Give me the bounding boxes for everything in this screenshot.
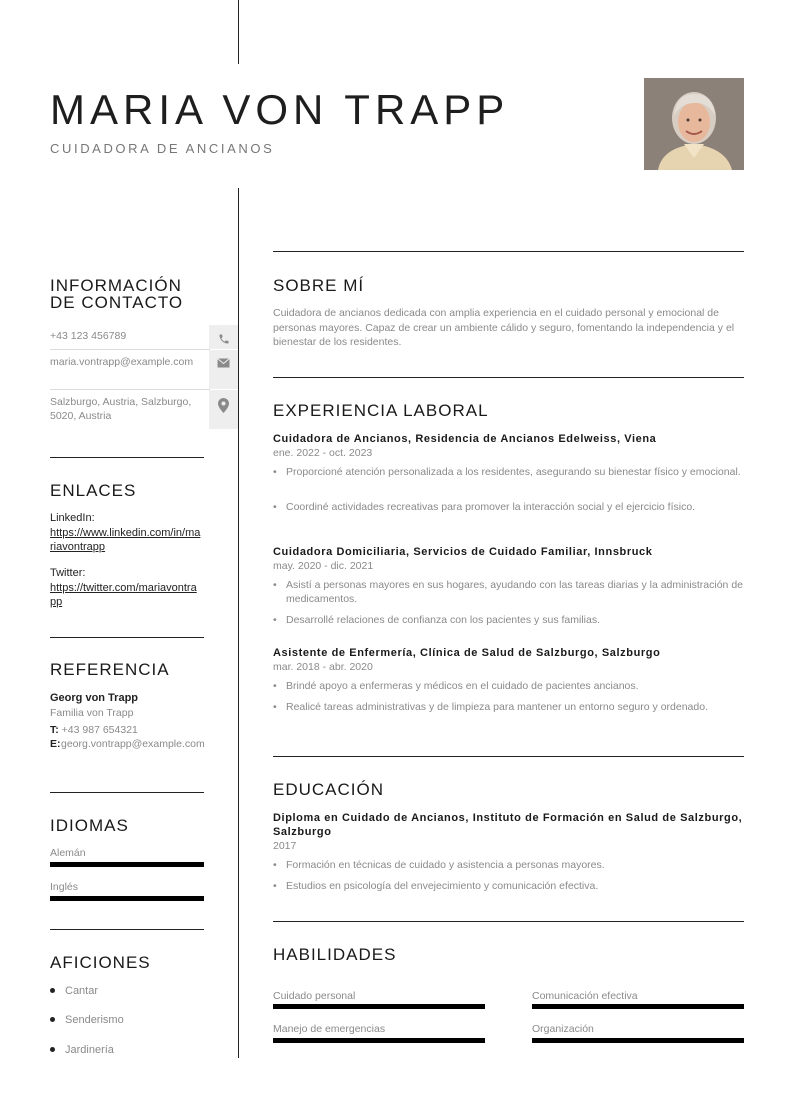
email-text: maria.vontrapp@example.com <box>50 356 194 368</box>
reference-heading: REFERENCIA <box>50 660 170 679</box>
section-rule <box>273 251 744 252</box>
about-heading: SOBRE MÍ <box>273 276 365 295</box>
language-level-bar <box>50 896 204 901</box>
language-name: Alemán <box>50 847 86 859</box>
reference-email-label: E: <box>50 738 61 750</box>
job-bullet: • Asistí a personas mayores en sus hogares, ayudando con las tareas diarias y la administración de medicamentos. <box>273 579 743 605</box>
job-bullet: • Proporcioné atención personalizada a los residentes, asegurando su bienestar físico y emocional. <box>273 466 741 478</box>
section-rule <box>273 756 744 757</box>
hobby-item: Cantar <box>50 985 98 997</box>
job-title: Cuidadora Domiciliaria, Servicios de Cuidado Familiar, Innsbruck <box>273 546 653 558</box>
skill-level-bar <box>532 1038 744 1043</box>
candidate-title: CUIDADORA DE ANCIANOS <box>50 141 275 156</box>
contact-heading: INFORMACIÓN DE CONTACTO <box>50 276 184 312</box>
education-year: 2017 <box>273 840 297 852</box>
twitter-label: Twitter: <box>50 567 86 579</box>
job-title: Cuidadora de Ancianos, Residencia de Ancianos Edelweiss, Viena <box>273 433 657 445</box>
contact-phone <box>50 325 238 349</box>
linkedin-link[interactable]: https://www.linkedin.com/in/mariavontrapp <box>50 527 201 553</box>
language-name: Inglés <box>50 881 79 893</box>
reference-email: georg.vontrapp@example.com <box>61 738 205 750</box>
languages-heading: IDIOMAS <box>50 816 129 835</box>
section-rule <box>50 457 204 458</box>
bullet-icon <box>50 988 55 993</box>
skill-name: Comunicación efectiva <box>532 990 638 1002</box>
section-rule <box>50 637 204 638</box>
skill-name: Organización <box>532 1023 594 1035</box>
hobby-item: Senderismo <box>50 1014 124 1026</box>
job-bullet: • Coordiné actividades recreativas para promover la interacción social y el ejercicio físico. <box>273 501 696 513</box>
contact-address <box>50 390 238 429</box>
hobby-item: Jardinería <box>50 1044 114 1056</box>
envelope-icon <box>209 350 238 389</box>
bullet-icon <box>50 1047 55 1052</box>
address-text: Salzburgo, Austria, Salzburgo, 5020, Austria <box>50 396 192 422</box>
linkedin-label: LinkedIn: <box>50 512 95 524</box>
candidate-name: MARIA VON TRAPP <box>50 86 510 133</box>
job-bullet: • Realicé tareas administrativas y de limpieza para mantener un entorno seguro y ordenado. <box>273 701 708 713</box>
section-rule <box>273 377 744 378</box>
contact-email <box>50 350 238 389</box>
job-date: may. 2020 - dic. 2021 <box>273 560 374 572</box>
skill-name: Cuidado personal <box>273 990 356 1002</box>
job-bullet: • Brindé apoyo a enfermeras y médicos en el cuidado de pacientes ancianos. <box>273 680 639 692</box>
map-pin-icon <box>209 390 238 429</box>
job-bullet: • Desarrollé relaciones de confianza con los pacientes y sus familias. <box>273 614 600 626</box>
job-date: mar. 2018 - abr. 2020 <box>273 661 373 673</box>
profile-photo <box>644 78 744 170</box>
skill-level-bar <box>273 1004 485 1009</box>
twitter-link[interactable]: https://twitter.com/mariavontrapp <box>50 582 197 608</box>
reference-phone: T: +43 987 654321 <box>50 724 138 736</box>
language-level-bar <box>50 862 204 867</box>
skills-heading: HABILIDADES <box>273 945 397 964</box>
experience-heading: EXPERIENCIA LABORAL <box>273 401 489 420</box>
phone-icon <box>209 325 238 349</box>
section-rule <box>273 921 744 922</box>
skill-name: Manejo de emergencias <box>273 1023 386 1035</box>
reference-name: Georg von Trapp <box>50 692 139 704</box>
divider-main <box>238 188 239 1058</box>
about-text: Cuidadora de ancianos dedicada con amplia experiencia en el cuidado personal y emocional de personas mayores. Capaz de crear un ambiente cálido y seguro, fomentando la independencia y el bienestar de los residentes. <box>273 307 735 348</box>
education-heading: EDUCACIÓN <box>273 780 385 799</box>
section-rule <box>50 792 204 793</box>
skill-level-bar <box>273 1038 485 1043</box>
education-bullet: • Formación en técnicas de cuidado y asistencia a personas mayores. <box>273 859 605 871</box>
links-heading: ENLACES <box>50 481 137 500</box>
education-bullet: • Estudios en psicología del envejecimiento y comunicación efectiva. <box>273 880 599 892</box>
bullet-icon <box>50 1017 55 1022</box>
reference-org: Familia von Trapp <box>50 707 134 719</box>
section-rule <box>50 929 204 930</box>
divider-top <box>238 0 239 64</box>
education-title: Diploma en Cuidado de Ancianos, Instituto de Formación en Salud de Salzburgo, Salzburgo <box>273 812 743 838</box>
phone-text: +43 123 456789 <box>50 330 127 342</box>
job-title: Asistente de Enfermería, Clínica de Salud de Salzburgo, Salzburgo <box>273 647 661 659</box>
hobbies-heading: AFICIONES <box>50 953 151 972</box>
skill-level-bar <box>532 1004 744 1009</box>
job-date: ene. 2022 - oct. 2023 <box>273 447 373 459</box>
